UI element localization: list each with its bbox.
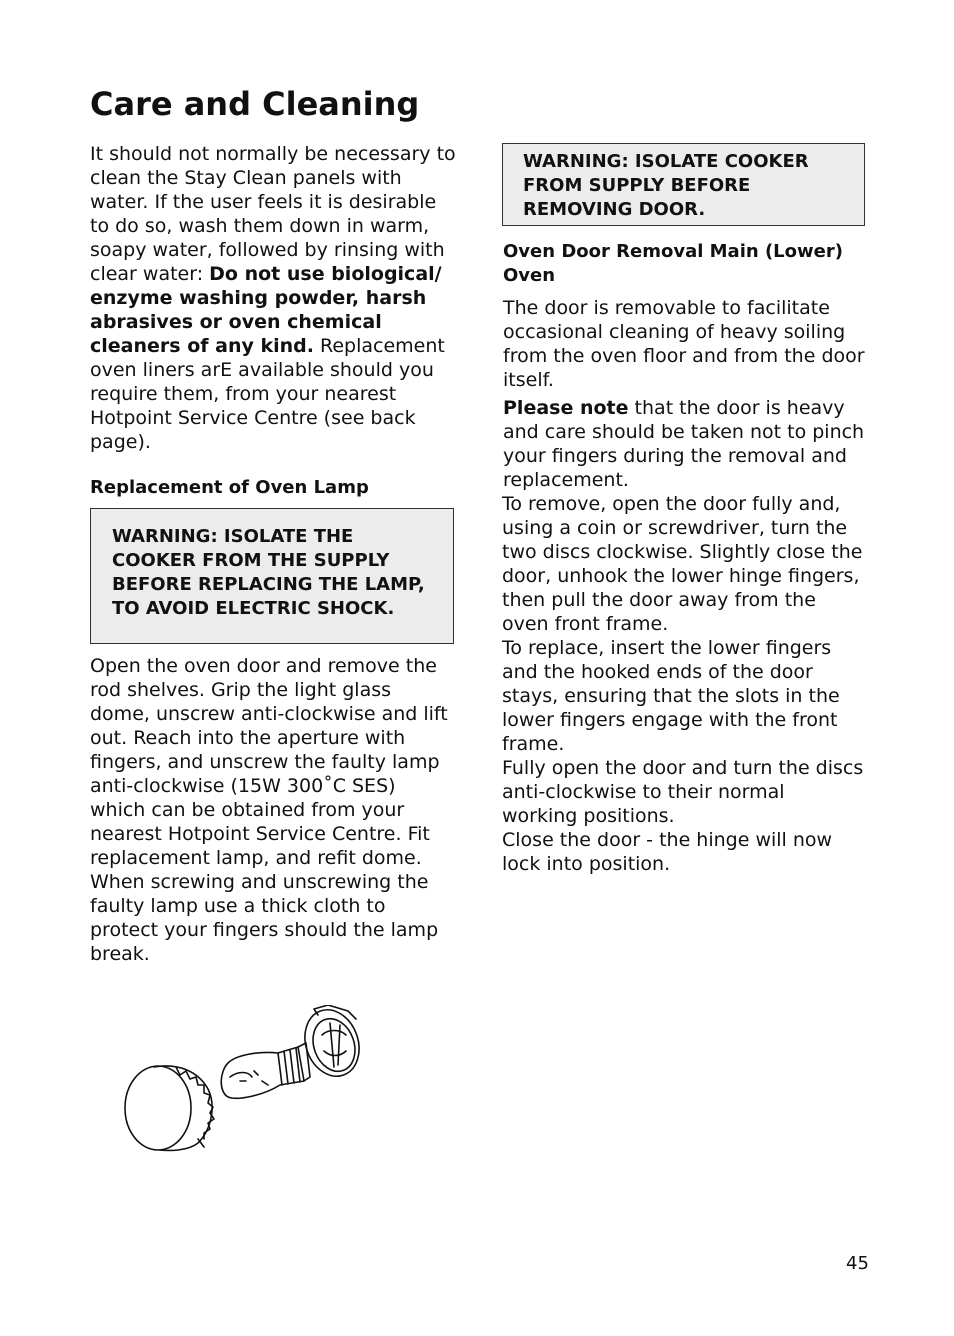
glass-dome-icon [125,1066,214,1150]
page-number: 45 [846,1253,869,1274]
door-intro: The door is removable to facilitate occasional cleaning of heavy soiling from the oven floor and from the door itself. [503,297,865,391]
intro-paragraph [90,142,456,454]
note-text: that the door is heavy and care should be taken not to pinch your fingers during the removal and replacement. [503,397,865,491]
note-bold: Please note [503,397,629,419]
lamp-warning-box: WARNING: ISOLATE THE COOKER FROM THE SUPPLY BEFORE REPLACING THE LAMP, TO AVOID ELECTRIC SHOCK. [90,508,454,644]
door-remove: To remove, open the door fully and, using a coin or screwdriver, turn the two discs clockwise. Slightly close the door, unhook the lower hinge fingers, then pull the door away from the oven front frame. [502,493,863,635]
lamp-bulb-icon [221,1043,310,1098]
door-close: Close the door - the hinge will now lock into position. [502,829,833,875]
right-column [502,142,865,876]
door-open: Fully open the door and turn the discs anti-clockwise to their normal working positions. [502,757,864,827]
intro-text-2: Replacement oven liners arE available should you require them, from your nearest Hotpoint Service Centre (see back page). [90,335,445,453]
door-note [503,396,865,492]
door-heading: Oven Door Removal Main (Lower) Oven [503,241,843,286]
lamp-heading: Replacement of Oven Lamp [90,477,369,498]
page-title: Care and Cleaning [90,85,420,123]
lamp-instructions: Open the oven door and remove the rod shelves. Grip the light glass dome, unscrew anti-clockwise and lift out. Reach into the aperture with fingers, and unscrew the faulty lamp anti-clockwise (15W 300˚C SES) which can be obtained from your nearest Hotpoint Service Centre. Fit replacement lamp, and refit dome. When screwing and unscrewing the faulty lamp use a thick cloth to protect your fingers should the lamp break. [90,655,448,965]
lamp-dome-illustration [118,1005,368,1157]
intro-warning-bold: Do not use biological/ enzyme washing powder, harsh abrasives or oven chemical cleaners of any kind. [90,263,442,357]
left-column [90,142,456,966]
door-replace: To replace, insert the lower fingers and the hooked ends of the door stays, ensuring that the slots in the lower fingers engage with the front frame. [502,637,840,755]
intro-text-1: It should not normally be necessary to clean the Stay Clean panels with water. If the user feels it is desirable to do so, wash them down in warm, soapy water, followed by rinsing with clear water: [90,143,456,285]
door-warning-box: WARNING: ISOLATE COOKER FROM SUPPLY BEFORE REMOVING DOOR. [502,143,865,226]
